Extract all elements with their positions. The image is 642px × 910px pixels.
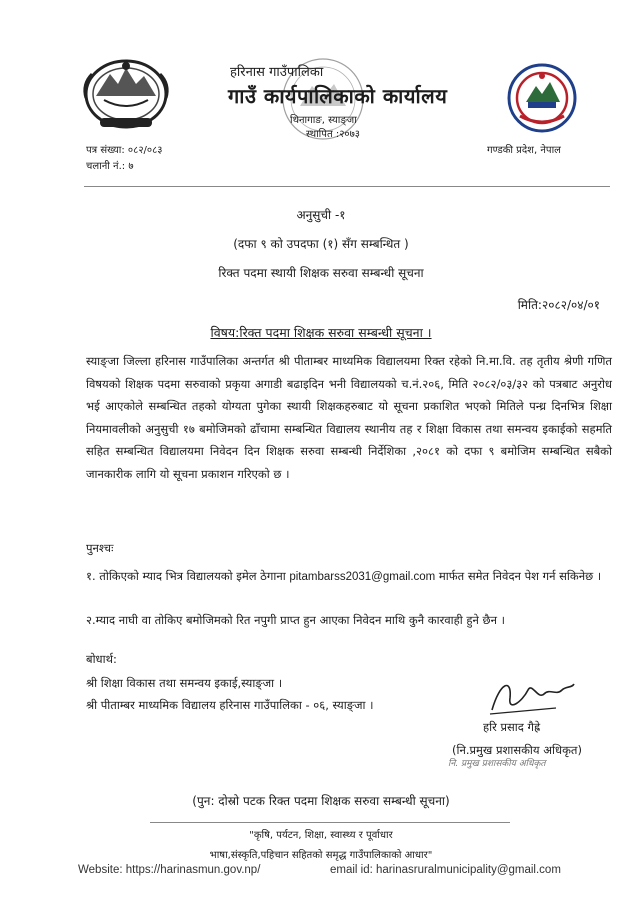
postscript-item-2: २.म्याद नाघी वा तोकिए बमोजिमको रित नपुगी प्राप्त हुन आएका निवेदन माथि कुनै कारवाही हुने छैन । bbox=[86, 613, 505, 627]
cc-line-2: श्री पीताम्बर माध्यमिक विद्यालय हरिनास गाउँपालिका - ०६, स्याङ्जा । bbox=[86, 698, 374, 712]
province-label: गण्डकी प्रदेश, नेपाल bbox=[487, 145, 561, 156]
notice-body: स्याङ्जा जिल्ला हरिनास गाउँपालिका अन्तर्गत श्री पीताम्बर माध्यमिक विद्यालयमा रिक्त रहेको नि.मा.वि. तह तृतीय श्रेणी गणित विषयको शिक्षक पदमा सरुवाको प्रकृया अगाडी बढाइदिन भनी विद्यालयको च.नं.२०६, मिति २०८२/०३/३२ को पत्रबाट अनुरोध भई आएकोले सम्बन्धित तहको योग्यता पुगेका स्थायी शिक्षकहरुबाट यो सूचना प्रकाशित भएको मितिले पन्ध्र दिनभित्र शिक्षा नियमावलीको अनुसुची १७ बमोजिमको ढाँचामा सम्बन्धित विद्यालय स्थानीय तह र शिक्षा विकास तथा समन्वय इकाईको सहमति सहित सम्बन्धित विद्यालयमा निवेदन दिन शिक्षक सरुवा सम्बन्धी निर्देशिका ,२०८१ को दफा ९ बमोजिम सम्बन्धित सबैको जानकारीक लागि यो सूचना प्रकाशन गरिएको छ । bbox=[86, 354, 612, 481]
cc-line-1: श्री शिक्षा विकास तथा समन्वय इकाई,स्याङ्जा । bbox=[86, 676, 283, 690]
dispatch-number: चलानी नं.: ७ bbox=[86, 161, 134, 172]
office-title: गाउँ कार्यपालिकाको कार्यालय bbox=[228, 84, 448, 108]
office-name: हरिनास गाउँपालिका bbox=[230, 65, 324, 80]
footer-website: Website: https://harinasmun.gov.np/ bbox=[78, 864, 261, 876]
postscript-item-1-suffix: मार्फत समेत निवेदन पेश गर्न सकिनेछ । bbox=[435, 569, 602, 583]
footer-email: email id: harinasruralmunicipality@gmail.com bbox=[330, 864, 561, 876]
footer-motto-line-1: "कृषि, पर्यटन, शिक्षा, स्वास्थ्य र पूर्वाधार bbox=[249, 830, 393, 841]
notice-title: रिक्त पदमा स्थायी शिक्षक सरुवा सम्बन्धी सूचना bbox=[218, 266, 424, 280]
nepal-emblem-icon bbox=[80, 54, 172, 136]
annex-label: अनुसुची -१ bbox=[296, 208, 346, 222]
notice-date: मिति:२०८२/०४/०१ bbox=[517, 298, 600, 312]
postscript-item-1-prefix: १. तोकिएको म्याद भित्र विद्यालयको इमेल ठेगाना bbox=[86, 569, 286, 583]
school-email: pitambarss2031@gmail.com bbox=[289, 571, 436, 583]
signatory-stamp: नि. प्रमुख प्रशासकीय अधिकृत bbox=[448, 759, 546, 769]
cc-heading: बोधार्थ: bbox=[86, 652, 117, 666]
postscript-heading: पुनश्चः bbox=[86, 541, 114, 555]
footer-divider bbox=[150, 822, 510, 823]
signatory-name: हरि प्रसाद गैह्रे bbox=[483, 720, 541, 734]
subject-line: विषय:रिक्त पदमा शिक्षक सरुवा सम्बन्धी सूचना । bbox=[210, 325, 432, 340]
office-place: थिनागाङ, स्याङ्जा bbox=[290, 115, 357, 126]
letter-reference: पत्र संख्या: ०८२/०८३ bbox=[86, 145, 163, 156]
signature-image bbox=[486, 672, 578, 718]
established-year: स्थापित :२०७३ bbox=[306, 129, 360, 140]
header-divider bbox=[84, 186, 610, 187]
section-reference: (दफा ९ को उपदफा (१) सँग सम्बन्धित ) bbox=[233, 237, 409, 251]
signatory-title: (नि.प्रमुख प्रशासकीय अधिकृत) bbox=[452, 743, 582, 757]
municipality-logo-icon bbox=[506, 62, 578, 136]
postscript-item-1 bbox=[86, 566, 606, 587]
repost-note: (पुन: दोस्रो पटक रिक्त पदमा शिक्षक सरुवा सम्बन्धी सूचना) bbox=[192, 794, 450, 808]
footer-motto-line-2: भाषा,संस्कृति,पहिचान सहितको समृद्ध गाउँपालिकाको आधार" bbox=[209, 850, 433, 861]
